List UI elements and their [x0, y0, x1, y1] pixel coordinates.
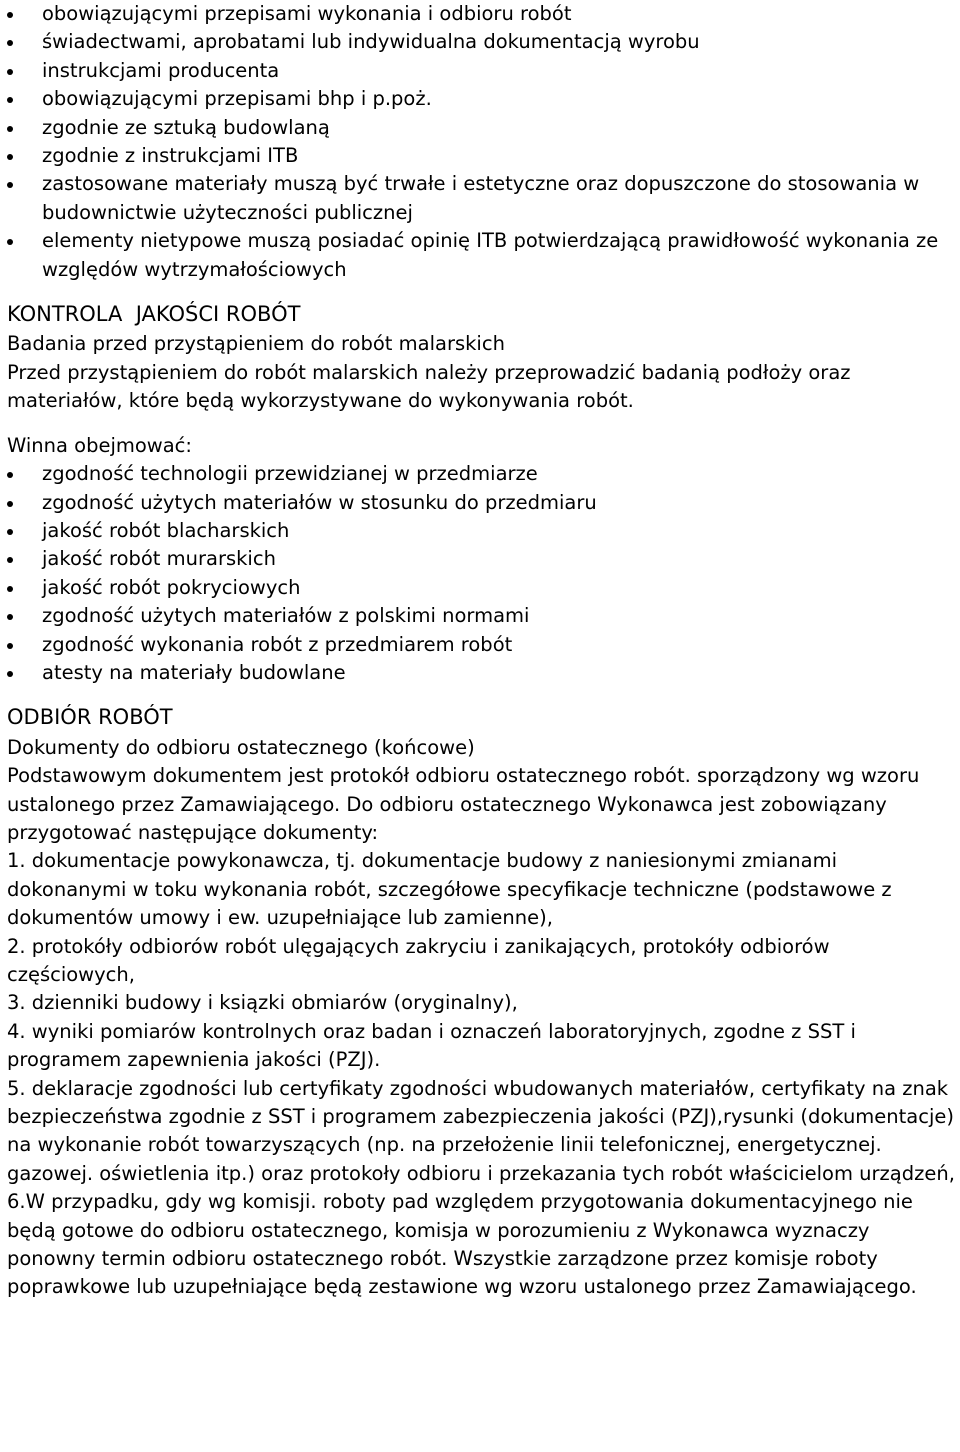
acceptance-point: 1. dokumentacje powykonawcza, tj. dokumentacje budowy z naniesionymi zmianami dokonanymi w toku wykonania robót, szczegółowe specyfikacje techniczne (podstawowe z dokumentów umowy i ew. uzupełniające lub zamienne),	[7, 849, 892, 930]
list-item: zgodność użytych materiałów w stosunku do przedmiaru	[7, 489, 960, 517]
list-item: atesty na materiały budowlane	[7, 659, 960, 687]
acceptance-point: 4. wyniki pomiarów kontrolnych oraz badan i oznaczeń laboratoryjnych, zgodne z SST i programem zapewnienia jakości (PZJ).	[7, 1019, 856, 1072]
list-item: elementy nietypowe muszą posiadać opinię ITB potwierdzającą prawidłowość wykonania ze względów wytrzymałościowych	[7, 227, 960, 284]
list-item: jakość robót pokryciowych	[7, 574, 960, 602]
list-item: jakość robót murarskich	[7, 545, 960, 573]
quality-control-subheading: Badania przed przystąpieniem do robót malarskich	[7, 332, 505, 356]
list-item: zgodność technologii przewidzianej w przedmiarze	[7, 460, 960, 488]
list-item: zgodność wykonania robót z przedmiarem robót	[7, 631, 960, 659]
list-item: zastosowane materiały muszą być trwałe i estetyczne oraz dopuszczone do stosowania w budownictwie użyteczności publicznej	[7, 170, 960, 227]
list-item: obowiązującymi przepisami wykonania i odbioru robót	[7, 0, 960, 28]
acceptance-point: 5. deklaracje zgodności lub certyfikaty zgodności wbudowanych materiałów, certyfikaty na znak bezpieczeństwa zgodnie z SST i programem zabezpieczenia jakości (PZJ),rysunki (dokumentacje) na wykonanie robót towarzyszących (np. na przełożenie linii telefonicznej, energetycznej. gazowej. oświetlenia itp.) oraz protokoły odbioru i przekazania tych robót właścicielom urządzeń,	[7, 1076, 955, 1185]
list-item: zgodność użytych materiałów z polskimi normami	[7, 602, 960, 630]
quality-control-heading: KONTROLA JAKOŚCI ROBÓT	[7, 302, 301, 327]
scope-label: Winna obejmować:	[7, 433, 192, 457]
acceptance-heading: ODBIÓR ROBÓT	[7, 705, 173, 730]
acceptance-intro: Podstawowym dokumentem jest protokół odbioru ostatecznego robót. sporządzony wg wzoru ustalonego przez Zamawiającego. Do odbioru ostatecznego Wykonawca jest zobowiązany przygotować następujące dokumenty:	[7, 764, 920, 844]
quality-control-paragraph: Przed przystąpieniem do robót malarskich należy przeprowadzić badanią podłoży oraz materiałów, które będą wykorzystywane do wykonywania robót.	[7, 360, 851, 413]
list-item: obowiązującymi przepisami bhp i p.poż.	[7, 85, 960, 113]
list-item: instrukcjami producenta	[7, 57, 960, 85]
list-item: zgodnie ze sztuką budowlaną	[7, 114, 960, 142]
acceptance-point: 3. dzienniki budowy i ksiązki obmiarów (oryginalny),	[7, 991, 518, 1015]
acceptance-point: 6.W przypadku, gdy wg komisji. roboty pad względem przygotowania dokumentacyjnego nie będą gotowe do odbioru ostatecznego, komisja w porozumieniu z Wykonawca wyznaczy ponowny termin odbioru ostatecznego robót. Wszystkie zarządzone przez komisje roboty poprawkowe lub uzupełniające będą zestawione wg wzoru ustalonego przez Zamawiającego.	[7, 1190, 917, 1299]
list-item: jakość robót blacharskich	[7, 517, 960, 545]
acceptance-subheading: Dokumenty do odbioru ostatecznego (końcowe)	[7, 735, 475, 759]
acceptance-point: 2. protokóły odbiorów robót ulęgających zakryciu i zanikających, protokóły odbiorów częściowych,	[7, 934, 830, 986]
list-item: zgodnie z instrukcjami ITB	[7, 142, 960, 170]
requirements-list	[7, 0, 960, 284]
list-item: świadectwami, aprobatami lub indywidualna dokumentacją wyrobu	[7, 28, 960, 56]
scope-list	[7, 460, 960, 687]
